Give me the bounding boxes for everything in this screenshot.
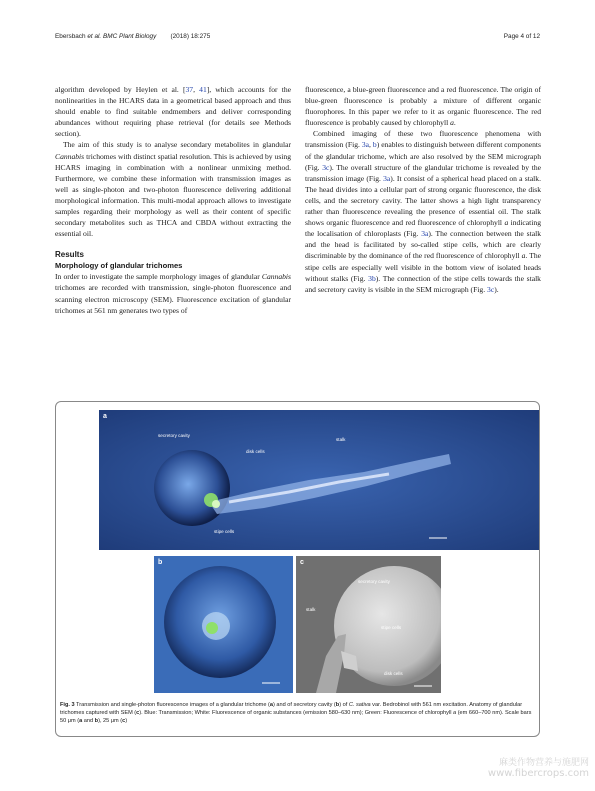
annotation-stipe-cells: stipe cells (214, 529, 235, 534)
panel-label-a: a (103, 413, 107, 420)
watermark-chinese: 麻类作物营养与施肥网 (498, 758, 589, 768)
left-column (55, 84, 291, 316)
figure-panel-c (296, 556, 441, 693)
figure-link[interactable]: 3a (361, 140, 370, 150)
annotation-secretory-cavity: secretory cavity (358, 579, 390, 584)
secretory-cavity-image (154, 556, 293, 693)
watermark-url: www.fibercrops.com (487, 768, 589, 779)
figure-link[interactable]: 3a (383, 173, 391, 183)
right-column (305, 84, 541, 295)
figure-link[interactable]: 3b (368, 273, 376, 283)
paragraph: Combined imaging of these two fluorescence phenomena with transmission (Fig. 3a, b) enables to distinguish between different components of the glandular trichome, which are also resolved by the SEM micrograph (Fig. 3c). The overall structure of the glandular trichome is revealed by the transmission image (Fig. 3a). It consist of a spherical head placed on a stalk. The head divides into a cellular part of strong organic fluorescence, the disk cells, and the secretory cavity. The latter shows a high light transparency rather than fluorescence revealing the presence of essential oil. The stalk shows organic fluorescence and red fluorescence of chlorophyll a indicating the localisation of chloroplasts (Fig. 3a). The connection between the stalk and the head is facilitated by so-called stipe cells, which are clearly discriminable by the dominance of the red fluorescence of chlorophyll a. The stipe cells are especially well visible in the bottom view of isolated heads without stalks (Fig. 3b). The connection of the stipe cells towards the stalk and secretory cavity is visible in the SEM micrograph (Fig. 3c). (305, 129, 542, 294)
sem-micrograph-image (296, 556, 441, 693)
annotation-stalk: stalk (306, 607, 316, 612)
figure-caption: Fig. 3 Transmission and single-photon fluorescence images of a glandular trichome (a) and of secretory cavity (b) of C. sativa var. Bedrobinol with 561 nm excitation. Anatomy of glandular trichomes captured with SEM (c). Blue: Transmission; White: Fluorescence of organic substances (emission 580–630 nm); Green: Fluorescence of chlorophyll a (em 660–700 nm). Scale bars 50 μm (a and b), 25 μm (c) (60, 702, 532, 725)
figure-panel-b (154, 556, 293, 693)
paragraph: In order to investigate the sample morphology images of glandular Cannabis trichomes are recorded with transmission, single-photon fluorescence and scanning electron microscopy (SEM). Fluorescence excitation of glandular trichomes at 561 nm generates two types of (55, 272, 291, 315)
page-number: Page 4 of 12 (503, 33, 540, 40)
annotation-secretory-cavity: secretory cavity (158, 433, 190, 438)
annotation-stalk: stalk (336, 437, 346, 442)
panel-label-b: b (158, 559, 163, 566)
figure-link[interactable]: 3a (421, 229, 429, 239)
figure-panel-a (99, 410, 539, 550)
citation-link[interactable]: 37 (185, 85, 194, 94)
paragraph: algorithm developed by Heylen et al. [37, 41], which accounts for the nonlinearities in the HCARS data in a geometrical based approach and thus should enable to find suitable endmembers and deliver corresponding abundances without requiring phase retrieval (for details see Methods section). (55, 85, 291, 139)
panel-label-c: c (300, 559, 304, 566)
running-header-citation: Ebersbach et al. BMC Plant Biology (2018) 18:275 (55, 33, 211, 40)
figure-link[interactable]: 3c (322, 162, 330, 172)
paragraph: fluorescence, a blue-green fluorescence and a red fluorescence. The origin of blue-green fluorescence is probably a mixture of different organic fluorophores. In this paper we refer to it as organic fluorescence. The red fluorescence is probably caused by chlorophyll a. (305, 85, 541, 128)
trichome-transmission-image (99, 410, 539, 550)
citation-link[interactable]: 41 (199, 85, 207, 94)
paragraph: The aim of this study is to analyse secondary metabolites in glandular Cannabis trichomes with distinct spatial resolution. This is achieved by using HCARS imaging in combination with a nonlinear unmixing method. Furthermore, we combine these information with transmission images as well as single-photon and two-photon fluorescence delivering additional morphological information. This multi-modal approach allows to investigate samples regarding their morphology as well as their content of specific secondary metabolites such as THCA and CBDA without extracting the essential oil. (55, 140, 291, 239)
figure-link[interactable]: b (372, 140, 377, 150)
section-heading: Results (55, 250, 84, 260)
annotation-stipe-cells: stipe cells (381, 625, 402, 630)
annotation-disk-cells: disk cells (246, 449, 265, 454)
annotation-disk-cells: disk cells (384, 671, 403, 676)
subsection-heading: Morphology of glandular trichomes (55, 261, 183, 271)
figure-link[interactable]: 3c (487, 284, 495, 294)
